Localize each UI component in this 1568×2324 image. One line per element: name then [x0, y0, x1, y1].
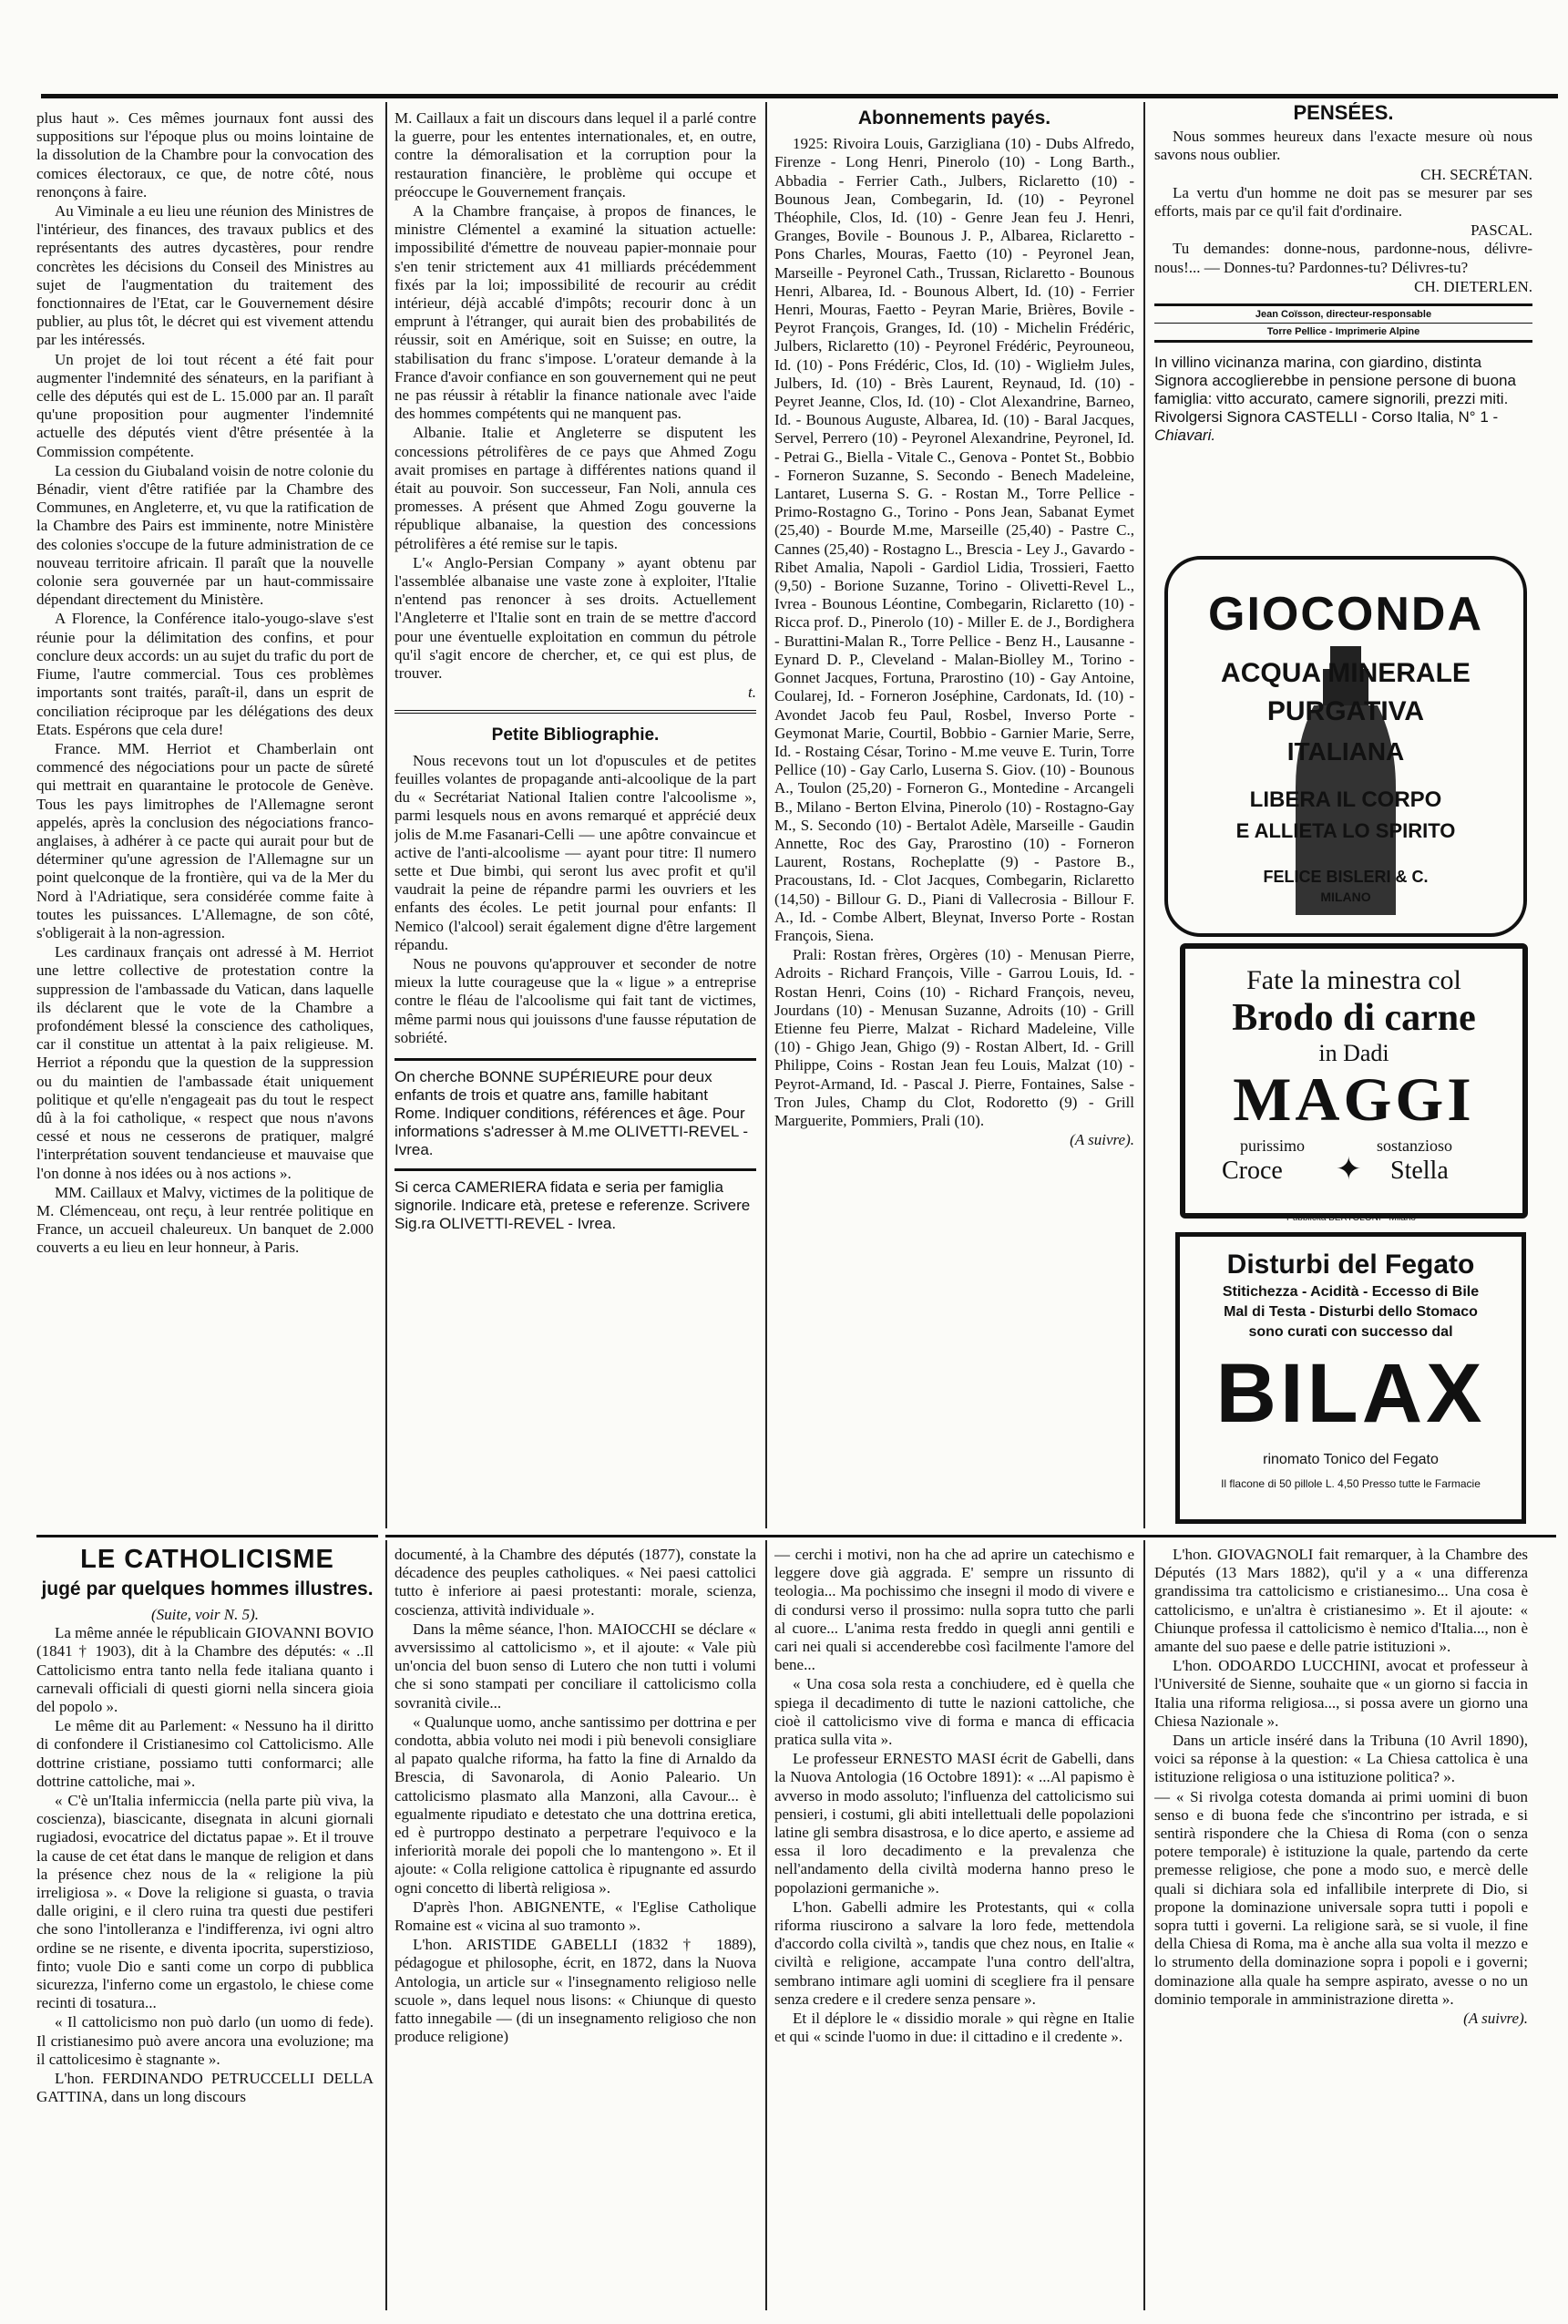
- bilax-brand: BILAX: [1215, 1347, 1486, 1440]
- section-divider: [385, 1535, 1556, 1537]
- paragraph: Un projet de loi tout récent a été fait pour augmenter l'indemnité des sénateurs, en la parifiant à celle des députés qui est de L. 15.000 par an. Il paraît qu'une proposition pour augmenter l'indemnité actuelle des députés vient d'être présentée à la Commission compétente.: [36, 350, 374, 460]
- classified-ad: Si cerca CAMERIERA fidata e seria per famiglia signorile. Indicare età, pretese e referenze. Scrivere Sig.ra OLIVETTI-REVEL - Ivrea.: [395, 1177, 751, 1232]
- bilax-l2: Stitichezza - Acidità - Eccesso di Bile: [1222, 1284, 1480, 1300]
- paragraph: — « Si rivolga cotesta domanda ai primi uomini di buon senso e di buona fede che s'incontrino per istrada, e si sentirà rispondere che la Chiesa di Roma (con o senza potere temporale) è istituzione la quale, partendo da certe premesse religiose, che pone a modo suo, e mercè delle quali si dichiara sola ed infallibile interprete di Dio, si propone la dominazione universale sopra tutti i popoli e sopra tutti i governi. La religione sarà, se si vuole, il fine della Chiesa di Roma, ma è anche alla sua volta il mezzo e lo strumento della dominazione sopra i popoli e i governi; dominazione alla quale ha sempre aspirato, avesse o no un dominio temporale in amministrazione diretta ».: [1154, 1787, 1528, 2008]
- column-rule: [765, 1540, 767, 2310]
- villino-text: In villino vicinanza marina, con giardino, distinta Signora accoglierebbe in pensione persone di buona famiglia: vitto accurato, camere signorili, prezzi miti. Rivolgersi Signora CASTELLI - Corso Italia, N° 1 -: [1154, 354, 1516, 427]
- classified-ad: On cherche BONNE SUPÉRIEURE pour deux enfants de trois et quatre ans, famille habitant Rome. Indiquer conditions, références et âge. Pour informations s'adresser à M.me OLIVETTI-REVEL - Ivrea.: [395, 1067, 749, 1158]
- column-rule: [765, 102, 767, 1528]
- gioconda-line4: LIBERA IL CORPO: [1249, 787, 1442, 812]
- article-subtitle: jugé par quelques hommes illustres.: [41, 1578, 374, 1599]
- bilax-l5: rinomato Tonico del Fegato: [1263, 1452, 1439, 1467]
- article-column-2: [395, 1546, 756, 2317]
- maggi-l3: in Dadi: [1318, 1040, 1389, 1066]
- section-rule: [395, 1058, 756, 1061]
- imprint-rule: [1154, 340, 1532, 343]
- bilax-l1: Disturbi del Fegato: [1226, 1249, 1475, 1280]
- bilax-ad: [1175, 1232, 1526, 1524]
- paragraph: M. Caillaux a fait un discours dans lequel il a parlé contre la guerre, pour les ententes internationales, et, en outre, contre la démoralisation et la corruption pour la restauration financière, le problème qui occupe et préoccupe le Gouvernement français.: [395, 109, 756, 201]
- article-column-4: [1154, 1546, 1528, 2317]
- paragraph: « C'è un'Italia infermiccia (nella parte più viva, la coscienza), biascicante, disegnata in alcuni giornali rugiadosi, evocatrice del dictatus papae ». Et il trouve la cause de cet état dans le manque de religion et dans la présence chez nous de la « religione la più irreligiosa ». « Dove la religione si guasta, o travia dalle origini, e il clero ruina tra questi due pestiferi che sono l'intolleranza e l'indifferenza, ivi ogni altro ordine se ne risente, e diventa ipocrita, superstizioso, finto; vuole Dio e santi come un corpo di pubblica sicurezza, l'inferno come un ergastolo, le chiese come recinti di tosatura...: [36, 1792, 374, 2012]
- villino-city: Chiavari.: [1154, 427, 1216, 445]
- paragraph: A Florence, la Conférence italo-yougo-slave s'est réunie pour la délimitation des confins, et pour conclure deux accords: un au sujet du trafic du port de Fiume, l'autre commercial. Tous ces problèmes importants sont traités, paraît-il, dans un esprit de conciliation réciproque par les délégations des deux Etats. Espérons que cela dure!: [36, 610, 374, 738]
- maggi-ad: [1180, 943, 1528, 1219]
- continued-note: (A suivre).: [1070, 1131, 1134, 1149]
- quote: Tu demandes: donne-nous, pardonne-nous, délivre-nous!... — Donnes-tu? Pardonnes-tu? Délivres-tu?: [1154, 240, 1532, 276]
- maggi-star: Stella: [1390, 1157, 1449, 1185]
- gioconda-maker: FELICE BISLERI & C.: [1263, 868, 1429, 886]
- section-rule: [395, 710, 756, 714]
- maggi-brand: MAGGI: [1233, 1064, 1475, 1134]
- gioconda-line1: ACQUA MINERALE: [1221, 658, 1471, 688]
- column-rule: [385, 102, 387, 1528]
- gioconda-line3: ITALIANA: [1286, 737, 1405, 766]
- section-rule: [395, 1168, 756, 1171]
- column-rule: [1143, 102, 1145, 1528]
- continued-note: (A suivre).: [1463, 2010, 1528, 2028]
- paragraph: documenté, à la Chambre des députés (1877), constate la décadence des peuples catholiques. « Nei paesi cattolici tutto è inferiore ai paesi protestanti: morale, scienza, coscienza, attività individuale ».: [395, 1546, 756, 1619]
- paragraph: La cession du Giubaland voisin de notre colonie du Bénadir, vient d'être ratifiée par la Chambre des Communes, en Angleterre, et, vu que la ratification de la Chambre des Pairs est imminente, notre Ministère des colonies s'occupe de la future administration de ce nouveau territoire africain. Il paraît que la nouvelle colonie sera gouvernée par un haut-commissaire dépendant directement du Ministère.: [36, 461, 374, 609]
- maggi-sub2: sostanzioso: [1377, 1136, 1452, 1155]
- gioconda-ad: [1164, 556, 1527, 937]
- maggi-cross: Croce: [1222, 1157, 1283, 1185]
- quote: Nous sommes heureux dans l'exacte mesure où nous savons nous oublier.: [1154, 128, 1532, 164]
- paragraph: Le professeur ERNESTO MASI écrit de Gabelli, dans la Nuova Antologia (16 Octobre 1891): « ...Al papismo è avverso in modo assoluto; l'influenza del cattolicismo sui pensieri, i costumi, gli abiti intellettuali delle popolazioni latine gli sembra disastrosa, e lo dice aperto, e assieme ad essa il loro decadimento e la prevalenza che nell'andamento della civiltà moderna hanno preso le popolazioni germaniche ».: [774, 1750, 1134, 1897]
- paragraph: L'hon. FERDINANDO PETRUCCELLI DELLA GATTINA, dans un long discours: [36, 2070, 374, 2106]
- paragraph: A la Chambre française, à propos de finances, le ministre Clémentel a examiné la situation actuelle: impossibilité d'émettre de nouveau papier-monnaie pour s'en tenir strictement aux 41 milliards précédemment fixés par la loi; impossibilité de recourir au crédit intérieur, déjà accablé d'impôts; recourir donc à un emprunt à l'étranger, qui aurait bien des probabilités de réussir, soit en Amérique, soit en Suisse; en outre, la stabilisation du franc s'impose. L'orateur demande à la France d'avoir confiance en son gouvernement qui ne peut ne pas réussir à rétablir la finance nationale avec l'aide des hommes compétents qui ne manquent pas.: [395, 202, 756, 423]
- column-rule: [385, 1540, 387, 2310]
- gioconda-line2: PURGATIVA: [1266, 696, 1425, 726]
- imprint-rule: [1154, 303, 1532, 306]
- signature: t.: [748, 684, 756, 702]
- paragraph: D'après l'hon. ABIGNENTE, « l'Eglise Catholique Romaine est « vicina al suo tramonto ».: [395, 1897, 756, 1935]
- maggi-l2: Brodo di carne: [1232, 997, 1476, 1039]
- news-column-2: [395, 109, 756, 1527]
- quote-author: PASCAL.: [1471, 221, 1532, 240]
- subscriptions-column: [774, 109, 1134, 1527]
- paragraph: « Qualunque uomo, anche santissimo per dottrina e per condotta, abbia voluto nei modi i più benevoli consigliare al papato qualche riforma, ha fatto la fine di Arnaldo da Brescia, di Savonarola, di Aonio Paleario. Un cattolicismo plasmato alla Manzoni, alla Cavour... è egualmente ripudiato e detestato che una dottrina eretica, ed è purtroppo destinato a perpetrare l'equivoco e la inferiorità morale dei popoli che lo mantengono ». Et il ajoute: « Colla religione cattolica è ripugnante ed assurdo ogni concetto di libertà religiosa ».: [395, 1712, 756, 1897]
- subscriptions-title: Abonnements payés.: [857, 109, 1051, 129]
- article-column-1: [36, 1606, 374, 2317]
- paragraph: L'« Anglo-Persian Company » ayant obtenu par l'assemblée albanaise une vaste zone à exploiter, l'Italie n'entend pas renoncer à ses droits. Actuellement l'Angleterre et l'Italie sont en train de se mettre d'accord pour une éventuelle exploitation en commun du pétrole qu'il s'agit encore de chercher, et, ce qui est plus, de trouver.: [395, 553, 756, 683]
- paragraph: Nous recevons tout un lot d'opuscules et de petites feuilles volantes de propagande anti-alcoolique de la part du « Secrétariat National Italien contre l'alcoolisme », parmi lesquels nous en avons remarqué et apprécié deux jolis de M.me Fasanari-Celli — une apôtre convaincue et active de l'anti-alcoolisme — ayant pour titre: Il numero sette et Due bimbi, qui seront lus avec profit et qu'il vaudrait la peine de répandre parmi les ouvriers et les enfants des écoles. Le petit journal pour enfants: Il Nemico (l'alcool) serait également digne d'être largement répandu.: [395, 751, 756, 953]
- quote-author: CH. SECRÉTAN.: [1420, 165, 1532, 183]
- paragraph: L'hon. GIOVAGNOLI fait remarquer, à la Chambre des Députés (13 Mars 1882), qu'il y a « una differenza grandissima tra cattolicismo e cristianesimo... Una cosa è cattolicismo, e un'altra è cristianesimo ». Et il ajoute: « Chiunque professa il cattolicismo è nemico d'Italia..., non è amante del suo paese e delle patrie istituzioni ».: [1154, 1546, 1528, 1656]
- masthead-rule: [41, 94, 1558, 98]
- paragraph: Nous ne pouvons qu'approuver et seconder de notre mieux la lutte courageuse que la « ligue » a entreprise contre le fléau de l'alcoolisme qui fait tant de victimes, même parmi nous qui jouissons d'une fausse réputation de sobriété.: [395, 954, 756, 1046]
- imprint-printer: Torre Pellice - Imprimerie Alpine: [1266, 326, 1420, 338]
- paragraph: L'hon. ARISTIDE GABELLI (1832 † 1889), pédagogue et philosophe, écrit, en 1872, dans la Nuova Antologia, un article sur « l'insegnamento religioso nelle scuole », dans lequel nous lisons: « Chiunque di questo fatto innegabile — (di un insegnamento religioso che non produce religione): [395, 1936, 756, 2046]
- article-title-box: [36, 1535, 378, 1599]
- quote-author: CH. DIETERLEN.: [1414, 277, 1532, 295]
- paragraph: MM. Caillaux et Malvy, victimes de la politique de M. Clémenceau, ont reçu, à leur rentrée politique en France, un accueil chaleureux. Un banquet de 2.000 couverts a eu lieu en leur honneur, à Paris.: [36, 1183, 374, 1257]
- paragraph: — cerchi i motivi, non ha che ad aprire un catechismo e leggere dove già aggrada. E' sempre un rissunto di teologia... Ma pochissimo che insegni il modo di vivere e di condursi verso il prossimo: nulla sopra tutto che parli al cuore... L'anima resta freddo in quegli anni gentili e cari nei quali si accenderebbe così facilmente l'amore del bene...: [774, 1546, 1134, 1674]
- article-title: LE CATHOLICISME: [80, 1545, 334, 1574]
- subscription-list: 1925: Rivoira Louis, Garzigliana (10) - Dubs Alfredo, Firenze - Long Henri, Pinerolo (10) - Long Barth., Abbadia - Ferrier Cath., Julbers, Riclaretto (10) - Bounous Jean, Combegarin, Id. (10) - Peyronel Théophile, Clos, Id. (10) - Genre Jean feu J. Henri, Granges, Bovile - Bounous J. P., Albarea, Riclaretto - Pons Charles, Mouras, Faetto (10) - Peyronel Jean, Marseille - Peyronel Cath., Trussan, Riclaretto - Bounous Henri, Albarea, Id. - Bounous Albert, Id. (10) - Ferrier Henri, Mouras, Faetto - Peyran Marie, Brières, Bovile - Peyrot François, Granges, Id. (10) - Michelin Frédéric, Julbers, Riclaretto (10) - Peyronel Frédéric, Peyrouneou, Id. (10) - Pons Frédéric, Clos, Id. (10) - Wigliełm Jules, Julbers, Id. (10) - Brès Laurent, Reynaud, Id. (10) - Peyret Jeanne, Clos, Id. (10) - Clot Alexandrine, Barneo, Id. - Bounous Auguste, Albarea, Id. (10) - Baral Jacques, Servel, Perrero (10) - Peyronel Alexandrine, Peyronel, Id. - Petrai G., Biella - Vitale C., Genova - Pontet St., Bobbio - Forneron Suzanne, S. Secondo - Benech Madeleine, Lantaret, Luserna S. G. - Rostan M., Torre Pellice - Primo-Rostagno G., Torino - Pons Jean, Sabanat Eymet (25,40) - Bourde M.me, Marseille (25,40) - Pastre C., Cannes (25,40) - Rostagno L., Brescia - Ley J., Gavardo - Ribet Amalia, Napoli - Gardiol Lidia, Trossieri, Faetto (9,50) - Borione Suzanne, Torino - Olivetti-Revel L., Ivrea - Bounous Léontine, Combegarin, Riclaretto (10) - Ricca prof. D., Pinerolo (10) - Miller E. de J., Bordighera - Burattini-Malan R., Torre Pellice - Benz H., Lausanne - Eynard D. P., Cleveland - Malan-Biolley M., Torino - Gonnet Jacques, Fortuna, Prarostino (10) - Gay Antoine, Coularej, Id. - Forneron Joséphine, Cardonats, Id. (10) - Avondet Jacob feu Paul, Rosbel, Inverso Porte - Geymonat Marie, Courtil, Bobbio - Garnier Marie, Serre, Id. - Rostaing César, Torino - M.me veuve E. Turin, Torre Pellice (10) - Gay Carlo, Luserna S. Giov. (10) - Bounous A., Toulon (25,20) - Forneron G., Montedine - Arcangeli B., Milano - Berton Elvina, Pinerolo (10) - Rostagno-Gay M., S. Secondo (10) - Bertalot Adèle, Marseille - Gaudin Annette, Roc des Gay, Prarostino (10) - Forneron Laurent, Rostans, Rocheplatte (9) - Pastore B., Pracoustans, Id. - Clot Jacques, Combegarin, Riclaretto (14,50) - Billour G. D., Piani di Vallecrosia - Billour F. A., Id. - Combe Albert, Bleynat, Inverso Porte - Rostan François, Siena.: [774, 135, 1134, 944]
- paragraph: Dans la même séance, l'hon. MAIOCCHI se déclare « avversissimo al cattolicismo », et il ajoute: « Vale più un'oncia del buon senso di Lutero che non tutti i volumi che si sono stampati per conciliare il cattolicismo colla sovranità civile...: [395, 1620, 756, 1712]
- subscription-list-prali: Prali: Rostan frères, Orgères (10) - Menusan Pierre, Adroits - Richard François, Ville - Garrou Louis, Id. - Rostan Henri, Coins (10) - Richard François, neveu, Jourdans (10) - Menusan Suzanne, Adroits (10) - Grill Etienne feu Pierre, Malzat - Richard Madeleine, Ville (10) - Ghigo Jean, Ghigo (9) - Rostan Albert, Id. - Grill Philippe, Coins - Rostan Jean feu Louis, Malzat (10) - Peyrot-Armand, Id. - Pascal J. Pierre, Fontaines, Salse - Tron Jules, Champ du Clot, Rodoretto (9) - Grill Marguerite, Pommiers, Prali (10).: [774, 946, 1134, 1129]
- column-rule: [1143, 1540, 1145, 2310]
- imprint-rule: [1154, 323, 1532, 324]
- article-column-3: [774, 1546, 1134, 2317]
- bibliography-title: Petite Bibliographie.: [491, 725, 660, 745]
- paragraph: plus haut ». Ces mêmes journaux font aussi des suppositions sur l'époque plus ou moins lointaine de la dissolution de la Chambre pour la convocation des comices électoraux, ce que, de notre côté, nous renonçons à faire.: [36, 109, 374, 201]
- gioconda-city: MILANO: [1320, 889, 1371, 904]
- paragraph: Et il déplore le « dissidio morale » qui règne en Italie et qui « scinde l'uomo in due: il cittadino e il credente ».: [774, 2010, 1134, 2046]
- paragraph: Dans un article inséré dans la Tribuna (10 Avril 1890), voici sa réponse à la question: « La Chiesa cattolica è una istituzione religiosa o una istituzione politica? ».: [1154, 1732, 1528, 1786]
- paragraph: Les cardinaux français ont adressé à M. Herriot une lettre collective de protestation contre la suppression de l'ambassade du Vatican, dans laquelle ils déclarent que le vote de la Chambre a profondément blessé la conscience des catholiques, car il constitue un attentat à la paix religieuse. M. Herriot a répondu que la question de la suppression ou du maintien de l'ambassade était uniquement politique et qu'elle n'engageait pas du tout le respect dû à la foi catholique, « respect que nous n'avons cessé et nous ne cesserons de pratiquer, malgré l'interprétation souvent tendancieuse et mauvaise que l'on donne à nos idées ou à nos actions ».: [36, 943, 374, 1182]
- thoughts-title: PENSÉES.: [1293, 102, 1394, 124]
- paragraph: La même année le républicain GIOVANNI BOVIO (1841 † 1903), dit à la Chambre des députés: « ..Il Cattolicismo entra tanto nella fede italiana quanto i carnevali officiali di questi giorni nella sincera gioia del popolo ».: [36, 1624, 374, 1716]
- paragraph: L'hon. ODOARDO LUCCHINI, avocat et professeur à l'Université de Sienne, souhaite que « un giorno si faccia in Italia una riforma religiosa..., si possa avere un giorno una Chiesa Nazionale ».: [1154, 1657, 1528, 1730]
- paragraph: Albanie. Italie et Angleterre se disputent les concessions pétrolifères de ce pays que Ahmed Zogu avait promises en partage à différentes nations quand il était au pouvoir. Son successeur, Fan Noli, annula ces promesses. A présent que Ahmed Zogu gouverne la république albanaise, la question des concessions pétrolifères a été remise sur le tapis.: [395, 424, 756, 552]
- news-column-1: [36, 109, 374, 1527]
- quote: La vertu d'un homme ne doit pas se mesurer par ses efforts, mais par ce qu'il fait d'ordinaire.: [1154, 183, 1532, 221]
- gioconda-brand: GIOCONDA: [1208, 588, 1483, 641]
- imprint-director: Jean Coïsson, directeur-responsable: [1255, 309, 1432, 321]
- maggi-sub1: purissimo: [1240, 1136, 1306, 1155]
- paragraph: Au Viminale a eu lieu une réunion des Ministres de l'intérieur, des finances, des travaux publics et des représentants des autres dycastères, pour rendre concrètes les décisions du Conseil des Ministres au sujet de l'augmentation du traitement des fonctionnaires de l'Etat, car le Gouvernement désire publier, au plus tôt, le décret qui est vivement attendu par les intéressés.: [36, 202, 374, 349]
- bilax-l4: sono curati con successo dal: [1248, 1324, 1453, 1340]
- bilax-l3: Mal di Testa - Disturbi dello Stomaco: [1224, 1304, 1478, 1320]
- bilax-l6: Il flacone di 50 pillole L. 4,50 Presso tutte le Farmacie: [1221, 1477, 1481, 1490]
- paragraph: « Una cosa sola resta a conchiudere, ed è quella che spiega il decadimento di tutte le nazioni cattoliche, che cioè il cattolicismo vive di forma e manca di efficacia pratica sulla vita ».: [774, 1675, 1134, 1749]
- maggi-credit: Pubblicità BERTOLONI - Milano: [1286, 1213, 1416, 1223]
- paragraph: « Il cattolicismo non può darlo (un uomo di fede). Il cristianesimo può avere ancora una evoluzione; ma il cattolicesimo è stagnante ».: [36, 2013, 374, 2068]
- villino-ad: [1154, 354, 1532, 445]
- article-suite: (Suite, voir N. 5).: [150, 1606, 260, 1623]
- gioconda-line5: E ALLIETA LO SPIRITO: [1235, 819, 1456, 842]
- paragraph: Le même dit au Parlement: « Nessuno ha il diritto di confondere il Cristianesimo col Cattolicismo. Alle dottrine cristiane, possiamo tutti conformarci; alle dottrine cattoliche, mai ».: [36, 1717, 374, 1790]
- paragraph: L'hon. Gabelli admire les Protestants, qui « colla riforma riuscirono a salvare la loro fede, mettendola d'accordo colla civiltà », tandis que chez nous, en Italie « civiltà e religione, accampate l'una contro dell'altra, sembrano intimare agli uomini di scegliere fra il pensare senza credere e il credere senza pensare ».: [774, 1897, 1134, 2008]
- paragraph: France. MM. Herriot et Chamberlain ont commencé des négociations pour un pacte de sûreté qui mettrait en quarantaine le protocole de Genève. Tous les pays limitrophes de l'Allemagne seront appelés, après la conclusion des négociations franco-anglaises, à adhérer à ce pacte qui aurait pour but de déterminer qu'une agression de l'Allemagne sur un point quelconque de la frontière, qui va de la Mer du Nord à l'Adriatique, sera considérée comme faite à toutes les puissances. L'Allemagne, de son côté, s'obligerait à la non-agression.: [36, 739, 374, 941]
- star-icon: ✦: [1336, 1153, 1362, 1187]
- maggi-l1: Fate la minestra col: [1246, 965, 1461, 995]
